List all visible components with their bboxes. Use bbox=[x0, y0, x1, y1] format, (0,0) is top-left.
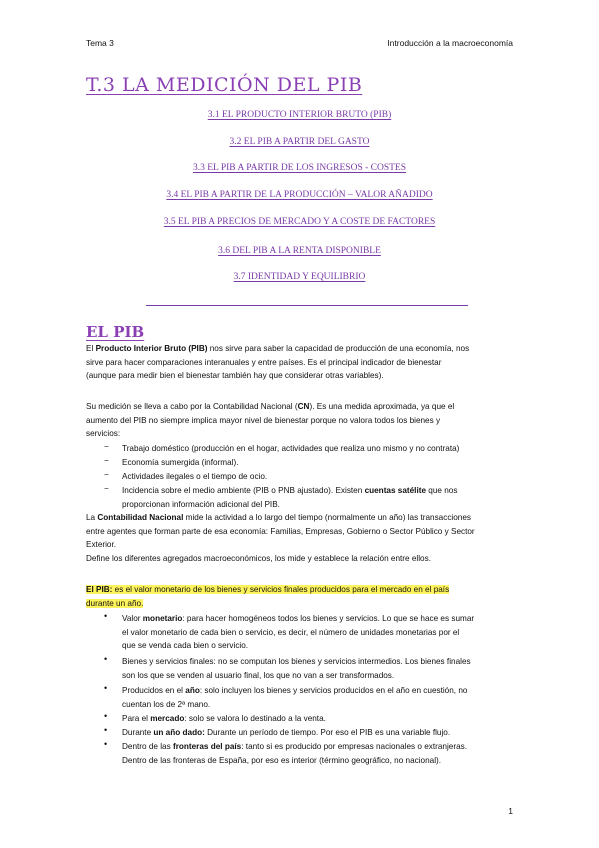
bullet-item bbox=[122, 684, 517, 711]
bullet-pre: Durante bbox=[122, 728, 154, 737]
bullet-pre: Para el bbox=[122, 714, 151, 723]
bullet-more: son los que se venden al usuario final, los que no van a ser transformados. bbox=[122, 670, 395, 680]
bullet-pre: Valor bbox=[122, 614, 143, 623]
dash-last-line2: proporcionan información adicional del PIB. bbox=[122, 499, 280, 509]
intro-paragraph bbox=[86, 342, 516, 383]
header-left: Tema 3 bbox=[86, 38, 114, 48]
cn-line4: Define los diferentes agregados macroeconómicos, los mide y establece la relación entre ellos. bbox=[86, 553, 431, 563]
measure-line3: servicios: bbox=[86, 429, 121, 438]
pib-definition bbox=[86, 583, 516, 610]
pib-def-line2: durante un año. bbox=[86, 598, 144, 608]
bullet-marker: • bbox=[104, 725, 108, 735]
dash-marker: − bbox=[104, 456, 109, 465]
dash-last-a: Incidencia sobre el medio ambiente (PIB o PNB ajustado). Existen bbox=[122, 486, 365, 495]
toc-item bbox=[86, 104, 513, 122]
divider bbox=[146, 305, 468, 306]
toc-link-3-7[interactable]: 3.7 IDENTIDAD Y EQUILIBRIO bbox=[233, 272, 366, 282]
dash-marker: − bbox=[104, 484, 109, 493]
bullet-bold: fronteras del país bbox=[172, 742, 242, 751]
page-number: 1 bbox=[508, 806, 513, 816]
bullet-more: que se venda cada bien o servicio. bbox=[122, 641, 249, 650]
bullet-post: : para hacer homogéneos todos los bienes y servicios. Lo que se hace es sumar bbox=[182, 614, 475, 623]
measure-paragraph bbox=[86, 400, 516, 441]
measure-line2: aumento del PIB no siempre implica mayor nivel de bienestar porque no valora todos los bienes y bbox=[86, 415, 441, 425]
cn-line2: entre agentes que forman parte de esa economía: Familias, Empresas, Gobierno o Sector Público y Sector bbox=[86, 526, 475, 536]
dash-item: Trabajo doméstico (producción en el hogar, actividades que realiza uno mismo y no contrata) bbox=[122, 444, 460, 453]
cn-line3: Exterior. bbox=[86, 540, 117, 549]
intro-bold: Producto Interior Bruto (PIB) bbox=[95, 344, 208, 353]
bullet-marker: • bbox=[104, 683, 108, 693]
toc-item bbox=[86, 211, 513, 229]
toc-link-3-2[interactable]: 3.2 EL PIB A PARTIR DEL GASTO bbox=[229, 137, 370, 147]
bullet-bold: monetario bbox=[142, 614, 183, 623]
toc-item bbox=[86, 240, 513, 258]
bullet-pre: Dentro de las bbox=[122, 742, 173, 751]
bullet-item bbox=[122, 655, 517, 682]
measure-pre: Su medición se lleva a cabo por la Contabilidad Nacional ( bbox=[86, 402, 298, 411]
bullet-post: : solo incluyen los bienes y servicios producidos en el año en cuestión, no bbox=[199, 686, 468, 695]
cn-bold: Contabilidad Nacional bbox=[97, 513, 184, 522]
bullet-more: cuentan los de 2ª mano. bbox=[122, 699, 211, 709]
bullet-bold: mercado bbox=[150, 714, 185, 723]
bullet-pre: Bienes y servicios finales: no se computan los bienes y servicios intermedios. Los bienes finales bbox=[122, 657, 471, 666]
page-title: T.3 LA MEDICIÓN DEL PIB bbox=[86, 74, 363, 96]
intro-line2: sirve para hacer comparaciones interanuales y entre países. Es el principal indicador de bienestar bbox=[86, 357, 442, 367]
bullet-marker: • bbox=[104, 711, 108, 721]
toc-link-3-1[interactable]: 3.1 EL PRODUCTO INTERIOR BRUTO (PIB) bbox=[207, 110, 392, 120]
intro-line1: nos sirve para saber la capacidad de producción de una economía, nos bbox=[207, 344, 470, 353]
bullet-marker: • bbox=[104, 654, 108, 664]
pib-def-bold: El PIB: bbox=[86, 585, 113, 594]
toc-link-3-5[interactable]: 3.5 EL PIB A PRECIOS DE MERCADO Y A COSTE DE FACTORES bbox=[163, 217, 436, 227]
bullet-pre: Producidos en el bbox=[122, 686, 186, 695]
intro-pre: El bbox=[86, 344, 96, 353]
toc-item bbox=[86, 266, 513, 284]
bullet-post: : solo se valora lo destinado a la venta. bbox=[184, 714, 326, 723]
toc-link-3-6[interactable]: 3.6 DEL PIB A LA RENTA DISPONIBLE bbox=[218, 246, 381, 256]
bullet-more: el valor monetario de cada bien o servicio, es decir, el número de unidades monetarias por el bbox=[122, 627, 460, 637]
bullet-bold: un año dado: bbox=[153, 728, 205, 737]
bullet-bold: año bbox=[185, 686, 200, 695]
pib-def-highlight-1 bbox=[86, 585, 449, 594]
measure-line1: ). Es una medida aproximada, ya que el bbox=[309, 402, 455, 411]
measure-bold: CN bbox=[297, 402, 310, 411]
cn-paragraph bbox=[86, 511, 516, 565]
bullet-item bbox=[122, 740, 517, 767]
dash-marker: − bbox=[104, 470, 109, 479]
dash-item: Actividades ilegales o el tiempo de ocio. bbox=[122, 472, 268, 481]
bullet-item bbox=[122, 612, 517, 653]
pib-def-line1: es el valor monetario de los bienes y servicios finales producidos para el mercado en el país bbox=[112, 585, 450, 594]
toc-item bbox=[86, 131, 513, 149]
intro-line3: (aunque para medir bien el bienestar también hay que considerar otras variables). bbox=[86, 371, 384, 380]
toc-item bbox=[86, 184, 513, 202]
bullet-post: : tanto si es producido por empresas nacionales o extranjeras. bbox=[241, 742, 467, 751]
bullet-more: Dentro de las fronteras de España, por eso es interior (término geográfico, no nacional). bbox=[122, 755, 442, 765]
bullet-marker: • bbox=[104, 611, 108, 621]
dash-marker: − bbox=[104, 442, 109, 451]
dash-item bbox=[122, 484, 517, 511]
bullet-post: Durante un período de tiempo. Por eso el PIB es una variable flujo. bbox=[204, 728, 451, 737]
cn-line1: mide la actividad a lo largo del tiempo (normalmente un año) las transacciones bbox=[183, 513, 471, 522]
dash-last-bold: cuentas satélite bbox=[364, 486, 427, 495]
cn-pre: La bbox=[86, 513, 98, 522]
toc-item bbox=[86, 157, 513, 175]
toc-link-3-4[interactable]: 3.4 EL PIB A PARTIR DE LA PRODUCCIÓN – VALOR AÑADIDO bbox=[166, 190, 433, 200]
bullet-marker: • bbox=[104, 739, 108, 749]
toc-link-3-3[interactable]: 3.3 EL PIB A PARTIR DE LOS INGRESOS - COSTES bbox=[192, 163, 407, 173]
dash-last-b: que nos bbox=[426, 486, 458, 495]
header-right: Introducción a la macroeconomía bbox=[387, 38, 513, 48]
bullet-item bbox=[122, 726, 517, 740]
dash-item: Economía sumergida (informal). bbox=[122, 458, 239, 467]
section-heading: EL PIB bbox=[86, 323, 145, 341]
bullet-item bbox=[122, 712, 517, 726]
